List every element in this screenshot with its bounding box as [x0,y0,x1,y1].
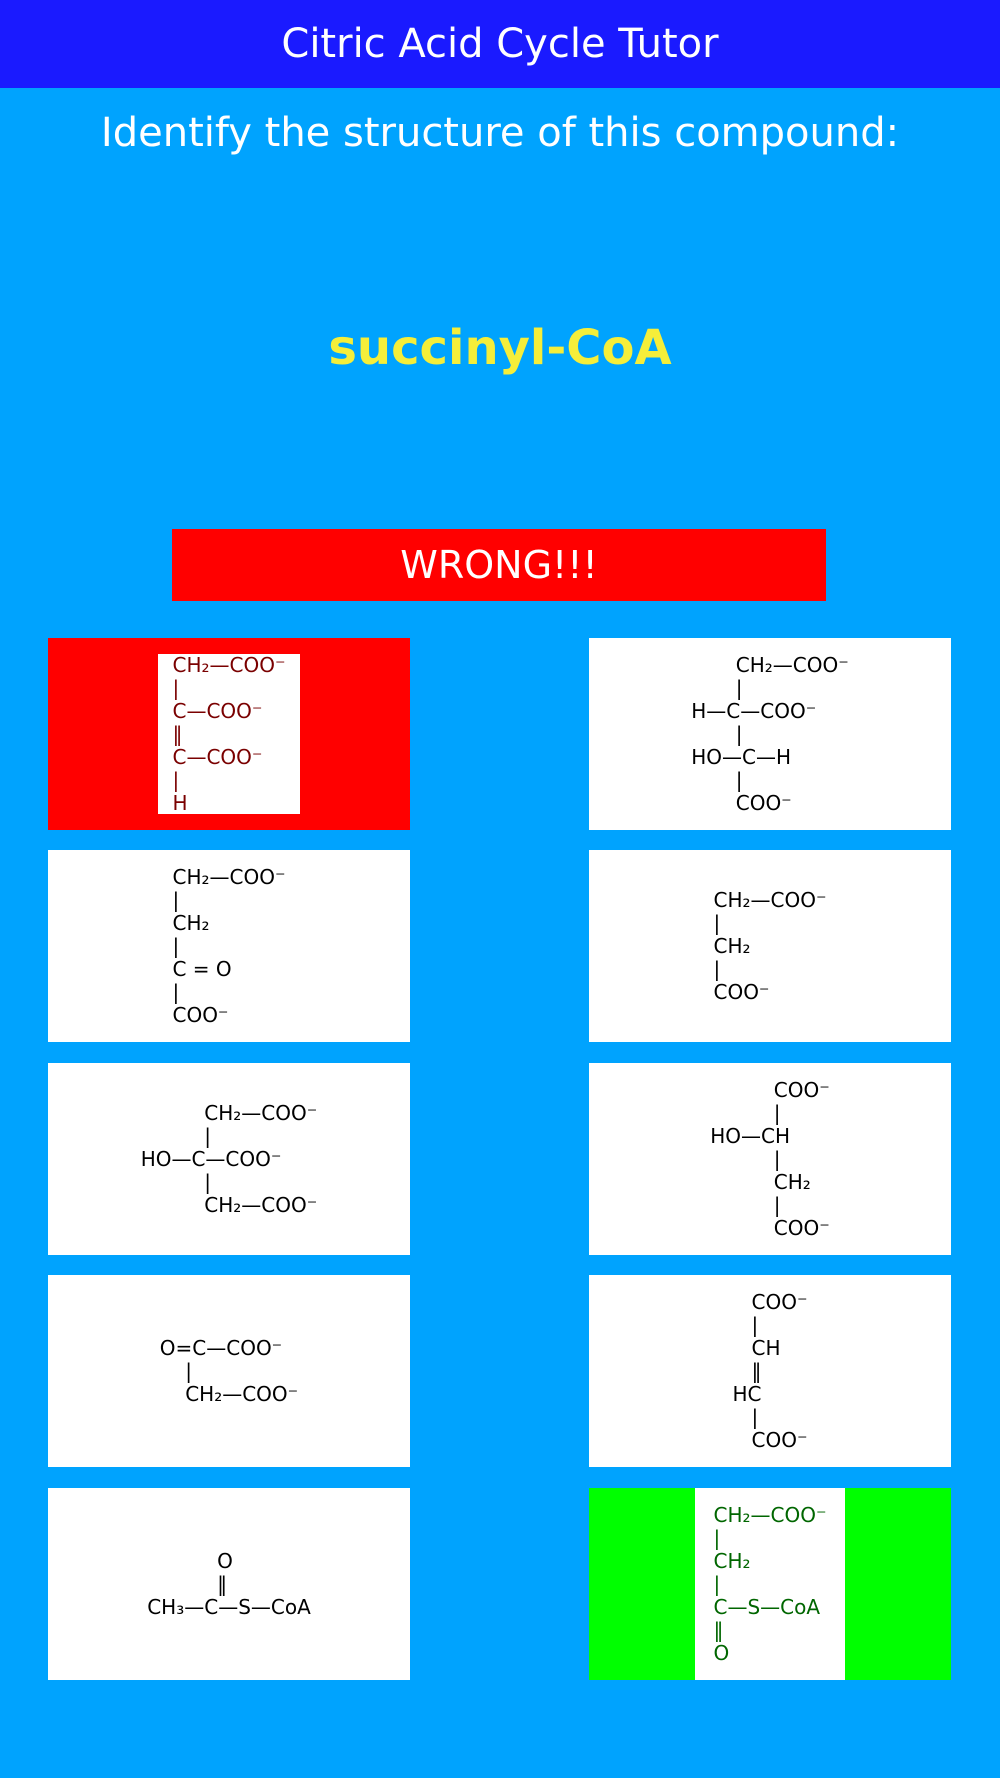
compound-name: succinyl-CoA [328,320,672,376]
structure-image: CH₂—COO⁻ | HO—C—COO⁻ | CH₂—COO⁻ [140,1100,318,1217]
structure-image: CH₂—COO⁻ | CH₂ | C = O | COO⁻ [172,864,286,1027]
choice-oxaloacetate[interactable] [48,1275,410,1467]
structure-image: O=C—COO⁻ | CH₂—COO⁻ [159,1335,299,1406]
structure-image: CH₂—COO⁻ | H—C—COO⁻ | HO—C—H | COO⁻ [691,652,849,815]
choice-succinate[interactable] [589,850,951,1042]
app-title: Citric Acid Cycle Tutor [281,21,719,67]
choice-cis-aconitate[interactable] [48,638,410,830]
app-title-bar [0,0,1000,88]
feedback-banner: WRONG!!! [172,529,826,601]
choice-malate[interactable] [589,1063,951,1255]
choice-alpha-ketoglutarate[interactable] [48,850,410,1042]
structure-image: O ‖ CH₃—C—S—CoA [147,1548,311,1619]
choice-acetyl-coa[interactable] [48,1488,410,1680]
choice-succinyl-coa[interactable] [589,1488,951,1680]
structure-image: CH₂—COO⁻ | CH₂ | C—S—CoA ‖ O [713,1502,827,1665]
choice-citrate[interactable] [48,1063,410,1255]
structure-image: COO⁻ | HO—CH | CH₂ | COO⁻ [710,1077,830,1240]
structure-image: CH₂—COO⁻ | C—COO⁻ ‖ C—COO⁻ | H [172,652,286,815]
structure-image: COO⁻ | CH ‖ HC | COO⁻ [732,1289,808,1452]
choice-fumarate[interactable] [589,1275,951,1467]
question-prompt: Identify the structure of this compound: [100,110,900,156]
choice-isocitrate[interactable] [589,638,951,830]
structure-image: CH₂—COO⁻ | CH₂ | COO⁻ [713,887,827,1004]
